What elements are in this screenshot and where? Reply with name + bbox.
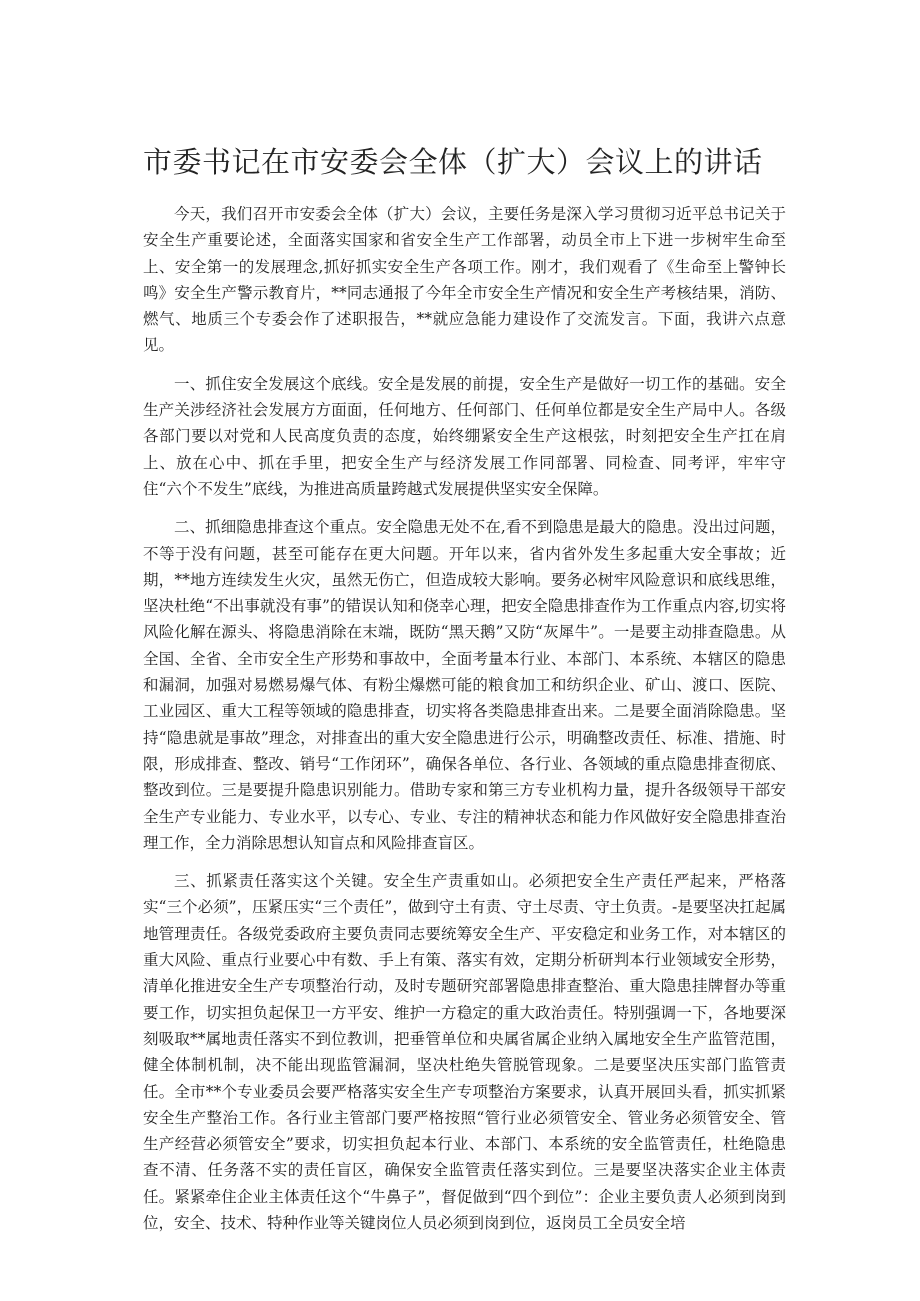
document-body: [143, 201, 786, 1248]
paragraph-section-1: 一、抓住安全发展这个底线。安全是发展的前提，安全生产是做好一切工作的基础。安全生产关涉经济社会发展方方面面，任何地方、任何部门、任何单位都是安全生产局中人。各级各部门要以对党和人民高度负责的态度，始终绷紧安全生产这根弦，时刻把安全生产扛在肩上、放在心中、抓在手里，把安全生产与经济发展工作同部署、同检查、同考评，牢牢守住“六个不发生”底线，为推进高质量跨越式发展提供坚实安全保障。: [143, 374, 786, 498]
paragraph-section-2: 二、抓细隐患排查这个重点。安全隐患无处不在,看不到隐患是最大的隐患。没出过问题，不等于没有问题，甚至可能存在更大问题。开年以来，省内省外发生多起重大安全事故；近期，**地方连续发生火灾，虽然无伤亡，但造成较大影响。要务必树牢风险意识和底线思维，坚决杜绝“不出事就没有事”的错误认知和侥幸心理，把安全隐患排查作为工作重点内容,切实将风险化解在源头、将隐患消除在末端，既防“黑天鹅”又防“灰犀牛”。一是要主动排查隐患。从全国、全省、全市安全生产形势和事故中，全面考量本行业、本部门、本系统、本辖区的隐患和漏洞，加强对易燃易爆气体、有粉尘爆燃可能的粮食加工和纺织企业、矿山、渡口、医院、工业园区、重大工程等领域的隐患排查，切实将各类隐患排查出来。二是要全面消除隐患。坚持“隐患就是事故”理念，对排查出的重大安全隐患进行公示，明确整改责任、标准、措施、时限，形成排查、整改、销号“工作闭环”，确保各单位、各行业、各领域的重点隐患排查彻底、整改到位。三是要提升隐患识别能力。借助专家和第三方专业机构力量，提升各级领导干部安全生产专业能力、专业水平，以专心、专业、专注的精神状态和能力作风做好安全隐患排查治理工作，全力消除思想认知盲点和风险排查盲区。: [143, 518, 786, 852]
paragraph-opening: 今天，我们召开市安委会全体（扩大）会议，主要任务是深入学习贯彻习近平总书记关于安全生产重要论述，全面落实国家和省安全生产工作部署，动员全市上下进一步树牢生命至上、安全第一的发展理念,抓好抓实安全生产各项工作。刚才，我们观看了《生命至上警钟长鸣》安全生产警示教育片，**同志通报了今年全市安全生产情况和安全生产考核结果，消防、燃气、地质三个专委会作了述职报告，**就应急能力建设作了交流发言。下面，我讲六点意见。: [143, 205, 786, 355]
document-title: 市委书记在市安委会全体（扩大）会议上的讲话: [143, 145, 763, 179]
paragraph-section-3: 三、抓紧责任落实这个关键。安全生产责重如山。必须把安全生产责任严起来，严格落实“三个必须”，压紧压实“三个责任”，做到守土有责、守土尽责、守土负责。-是要坚决扛起属地管理责任。各级党委政府主要负责同志要统筹安全生产、平安稳定和业务工作，对本辖区的重大风险、重点行业要心中有数、手上有策、落实有效，定期分析研判本行业领域安全形势，清单化推进安全生产专项整治行动，及时专题研究部署隐患排查整治、重大隐患挂牌督办等重要工作，切实担负起保卫一方平安、维护一方稳定的重大政治责任。特别强调一下，各地要深刻吸取**属地责任落实不到位教训，把垂管单位和央属省属企业纳入属地安全生产监管范围，健全体制机制，决不能出现监管漏洞，坚决杜绝失管脱管现象。二是要坚决压实部门监管责任。全市**个专业委员会要严格落实安全生产专项整治方案要求，认真开展回头看，抓实抓紧安全生产整治工作。各行业主管部门要严格按照“管行业必须管安全、管业务必须管安全、管生产经营必须管安全”要求，切实担负起本行业、本部门、本系统的安全监管责任，杜绝隐患查不清、任务落不实的责任盲区，确保安全监管责任落实到位。三是要坚决落实企业主体责任。紧紧牵住企业主体责任这个“牛鼻子”，督促做到“四个到位”：企业主要负责人必须到岗到位，安全、技术、特种作业等关键岗位人员必须到岗到位，返岗员工全员安全培: [143, 872, 786, 1232]
